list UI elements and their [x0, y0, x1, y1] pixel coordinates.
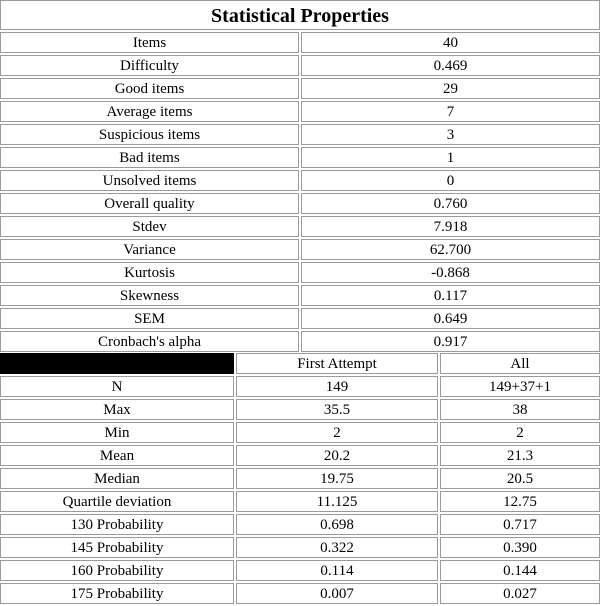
table-row — [0, 491, 600, 514]
table-row — [0, 285, 600, 308]
table-row — [0, 468, 600, 491]
table-row — [0, 331, 600, 354]
first-attempt-value: 0.698 — [236, 514, 438, 535]
stat-label: 160 Probability — [0, 560, 234, 581]
stat-label: Mean — [0, 445, 234, 466]
property-label: Suspicious items — [0, 124, 299, 145]
first-attempt-value: 2 — [236, 422, 438, 443]
property-value: 62.700 — [301, 239, 600, 260]
first-attempt-value: 11.125 — [236, 491, 438, 512]
table-row — [0, 216, 600, 239]
stat-label: Min — [0, 422, 234, 443]
property-value: 3 — [301, 124, 600, 145]
header-first-attempt: First Attempt — [236, 353, 438, 374]
property-value: 0.117 — [301, 285, 600, 306]
all-value: 149+37+1 — [440, 376, 600, 397]
property-label: Stdev — [0, 216, 299, 237]
first-attempt-value: 0.114 — [236, 560, 438, 581]
property-value: 1 — [301, 147, 600, 168]
stat-label: Median — [0, 468, 234, 489]
all-value: 0.027 — [440, 583, 600, 604]
table-row — [0, 78, 600, 101]
property-value: 0.917 — [301, 331, 600, 352]
stat-label: 145 Probability — [0, 537, 234, 558]
stat-label: 175 Probability — [0, 583, 234, 604]
property-label: Bad items — [0, 147, 299, 168]
page-title: Statistical Properties — [0, 0, 600, 30]
table-row — [0, 308, 600, 331]
property-label: SEM — [0, 308, 299, 329]
property-label: Good items — [0, 78, 299, 99]
table-row — [0, 376, 600, 399]
stat-label: Quartile deviation — [0, 491, 234, 512]
property-value: 7.918 — [301, 216, 600, 237]
property-label: Difficulty — [0, 55, 299, 76]
first-attempt-value: 20.2 — [236, 445, 438, 466]
property-label: Overall quality — [0, 193, 299, 214]
all-value: 0.717 — [440, 514, 600, 535]
property-label: Kurtosis — [0, 262, 299, 283]
table-row — [0, 262, 600, 285]
property-value: 40 — [301, 32, 600, 53]
property-value: 7 — [301, 101, 600, 122]
attempts-header-row — [0, 353, 600, 376]
property-label: Average items — [0, 101, 299, 122]
all-value: 20.5 — [440, 468, 600, 489]
property-value: 29 — [301, 78, 600, 99]
table-row — [0, 193, 600, 216]
property-label: Cronbach's alpha — [0, 331, 299, 352]
property-label: Variance — [0, 239, 299, 260]
property-label: Unsolved items — [0, 170, 299, 191]
table-row — [0, 147, 600, 170]
first-attempt-value: 19.75 — [236, 468, 438, 489]
table-row — [0, 101, 600, 124]
first-attempt-value: 0.322 — [236, 537, 438, 558]
property-label: Skewness — [0, 285, 299, 306]
header-blank-cell — [0, 353, 234, 374]
all-value: 21.3 — [440, 445, 600, 466]
all-value: 0.390 — [440, 537, 600, 558]
property-value: 0.649 — [301, 308, 600, 329]
property-value: -0.868 — [301, 262, 600, 283]
first-attempt-value: 0.007 — [236, 583, 438, 604]
all-value: 12.75 — [440, 491, 600, 512]
property-value: 0.469 — [301, 55, 600, 76]
all-value: 0.144 — [440, 560, 600, 581]
table-row — [0, 560, 600, 583]
all-value: 38 — [440, 399, 600, 420]
table-row — [0, 514, 600, 537]
table-row — [0, 124, 600, 147]
table-row — [0, 32, 600, 55]
table-row — [0, 239, 600, 262]
table-row — [0, 583, 600, 606]
table-row — [0, 399, 600, 422]
table-row — [0, 55, 600, 78]
table-row — [0, 170, 600, 193]
all-value: 2 — [440, 422, 600, 443]
table-row — [0, 445, 600, 468]
header-all: All — [440, 353, 600, 374]
stat-label: 130 Probability — [0, 514, 234, 535]
table-row — [0, 422, 600, 445]
stat-label: N — [0, 376, 234, 397]
first-attempt-value: 35.5 — [236, 399, 438, 420]
property-label: Items — [0, 32, 299, 53]
table-row — [0, 537, 600, 560]
first-attempt-value: 149 — [236, 376, 438, 397]
stat-label: Max — [0, 399, 234, 420]
property-value: 0.760 — [301, 193, 600, 214]
property-value: 0 — [301, 170, 600, 191]
